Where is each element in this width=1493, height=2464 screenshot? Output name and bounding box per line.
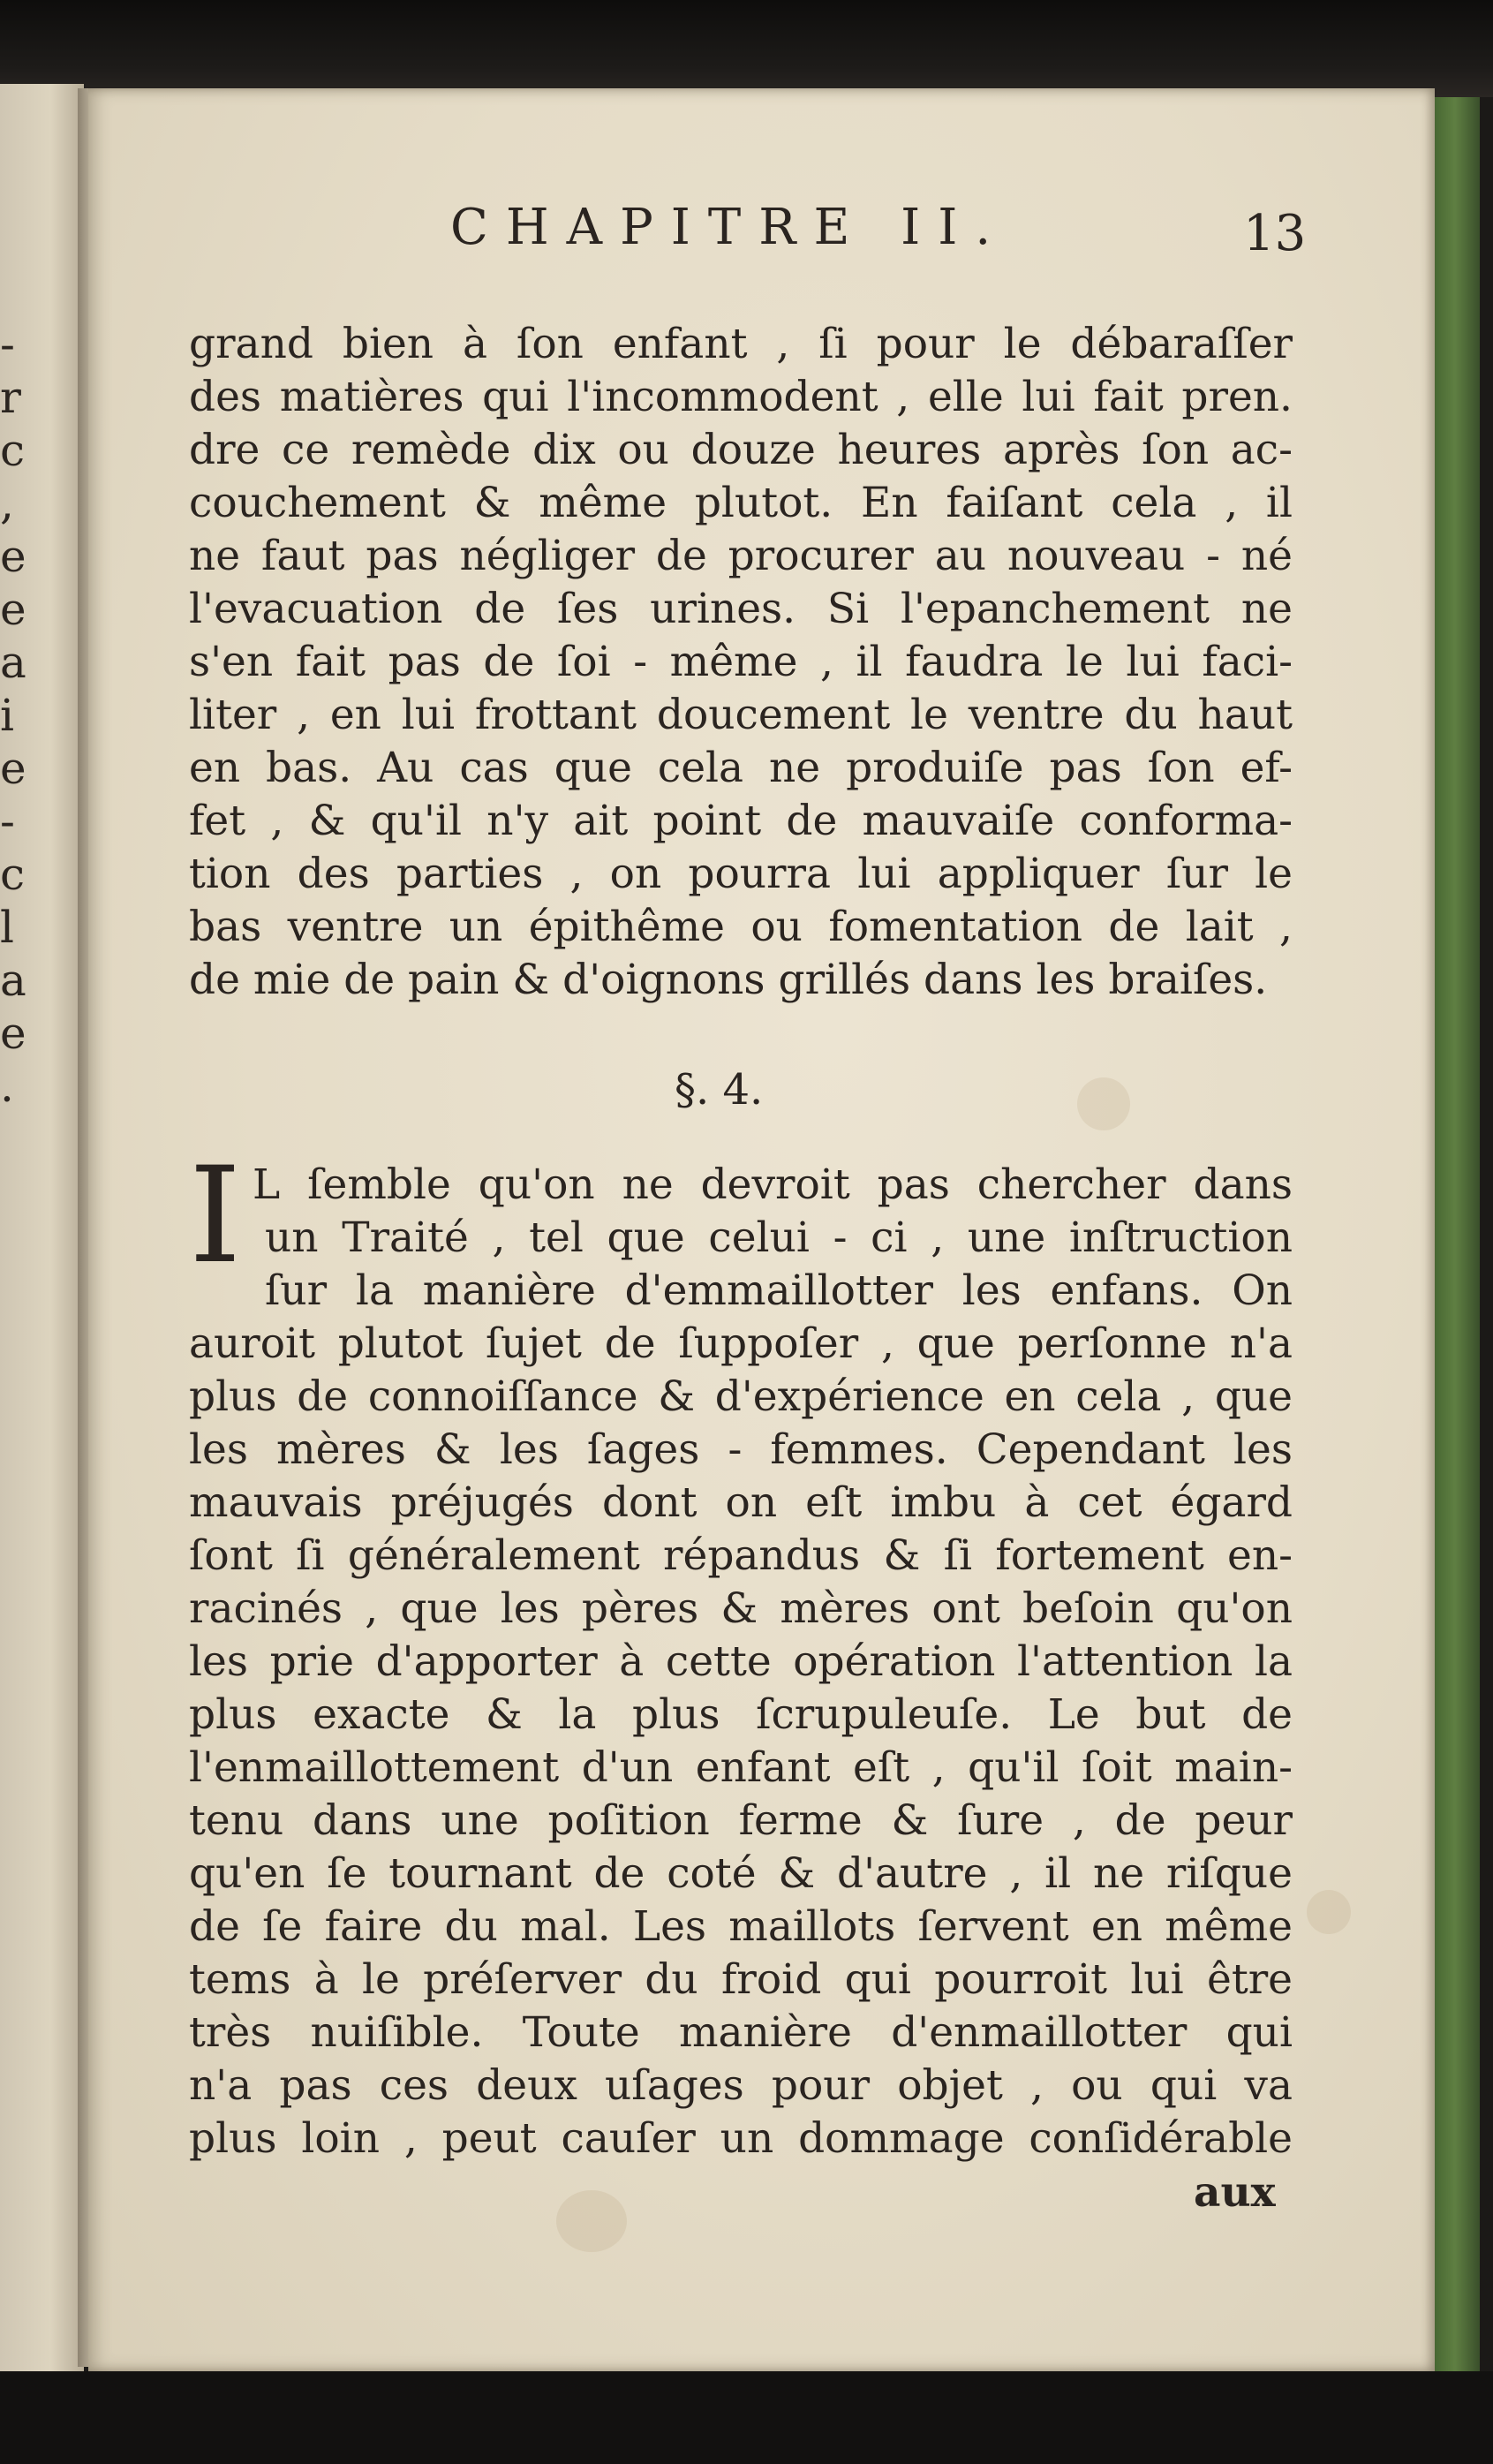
facing-page-text-fragments: - r c , e e a i e - c l a e .	[0, 319, 26, 1112]
text-line: ſur la manière d'emmaillotter les enfans. On	[265, 1266, 1293, 1315]
text-line: liter , en lui frottant doucement le ventre du haut	[189, 691, 1293, 739]
text-line: les mères & les ſages - femmes. Cependant les	[189, 1425, 1293, 1474]
text-line: l'evacuation de ſes urines. Si l'epanchement ne	[189, 585, 1293, 633]
text-line: tems à le préſerver du froid qui pourroit lui être	[189, 1955, 1293, 2004]
text-line: très nuiſible. Toute manière d'enmaillotter qui	[189, 2008, 1293, 2057]
running-header: CHAPITRE II.	[450, 199, 1009, 256]
text-line: de mie de pain & d'oignons grillés dans les braiſes.	[189, 956, 1268, 1004]
text-line: s'en fait pas de ſoi - même , il faudra le lui faci-	[189, 638, 1293, 686]
drop-cap: I	[189, 1139, 242, 1293]
text-line: racinés , que les pères & mères ont beſoin qu'on	[189, 1584, 1293, 1633]
text-line: plus exacte & la plus ſcrupuleuſe. Le but de	[189, 1690, 1293, 1739]
text-line: plus loin , peut cauſer un dommage conſidérable	[189, 2114, 1293, 2163]
paper-stain	[1307, 1890, 1351, 1934]
text-line: un Traité , tel que celui - ci , une inſtruction	[265, 1213, 1293, 1262]
catchword: aux	[1194, 2168, 1276, 2217]
text-line: L ſemble qu'on ne devroit pas chercher dans	[253, 1160, 1293, 1209]
page-number: 13	[1243, 205, 1307, 262]
text-line: bas ventre un épithême ou fomentation de lait ,	[189, 903, 1293, 951]
bottom-background	[0, 2371, 1493, 2464]
text-line: tenu dans une poſition ferme & ſure , de peur	[189, 1796, 1293, 1845]
text-line: des matières qui l'incommodent , elle lui fait pren.	[189, 373, 1293, 421]
paper-stain	[1077, 1077, 1130, 1130]
text-line: auroit plutot ſujet de ſuppoſer , que perſonne n'a	[189, 1319, 1293, 1368]
text-line: n'a pas ces deux uſages pour objet , ou qui va	[189, 2061, 1293, 2110]
paragraph-1	[189, 318, 1293, 1007]
paper-stain	[556, 2190, 627, 2252]
text-line: tion des parties , on pourra lui appliquer ſur le	[189, 850, 1293, 898]
text-line: l'enmaillottement d'un enfant eſt , qu'il ſoit main-	[189, 1743, 1293, 1792]
top-background	[0, 0, 1493, 97]
text-line: qu'en ſe tournant de coté & d'autre , il ne riſque	[189, 1849, 1293, 1898]
text-line: de ſe faire du mal. Les maillots ſervent en même	[189, 1902, 1293, 1951]
text-line: fet , & qu'il n'y ait point de mauvaiſe conforma-	[189, 797, 1293, 845]
text-line: plus de connoiſſance & d'expérience en cela , que	[189, 1372, 1293, 1421]
text-line: grand bien à ſon enfant , ſi pour le débaraſſer	[189, 320, 1293, 368]
text-line: mauvais préjugés dont on eſt imbu à cet égard	[189, 1478, 1293, 1527]
paragraph-2	[189, 1139, 1293, 2165]
text-line: ne faut pas négliger de procurer au nouveau - né	[189, 532, 1293, 580]
text-line: couchement & même plutot. En faiſant cela , il	[189, 479, 1293, 527]
text-line: ſont ſi généralement répandus & ſi fortement en-	[189, 1531, 1293, 1580]
text-line: les prie d'apporter à cette opération l'attention la	[189, 1637, 1293, 1686]
section-heading: §. 4.	[675, 1065, 764, 1115]
text-line: dre ce remède dix ou douze heures après ſon ac-	[189, 426, 1293, 474]
text-line: en bas. Au cas que cela ne produiſe pas ſon ef-	[189, 744, 1293, 792]
